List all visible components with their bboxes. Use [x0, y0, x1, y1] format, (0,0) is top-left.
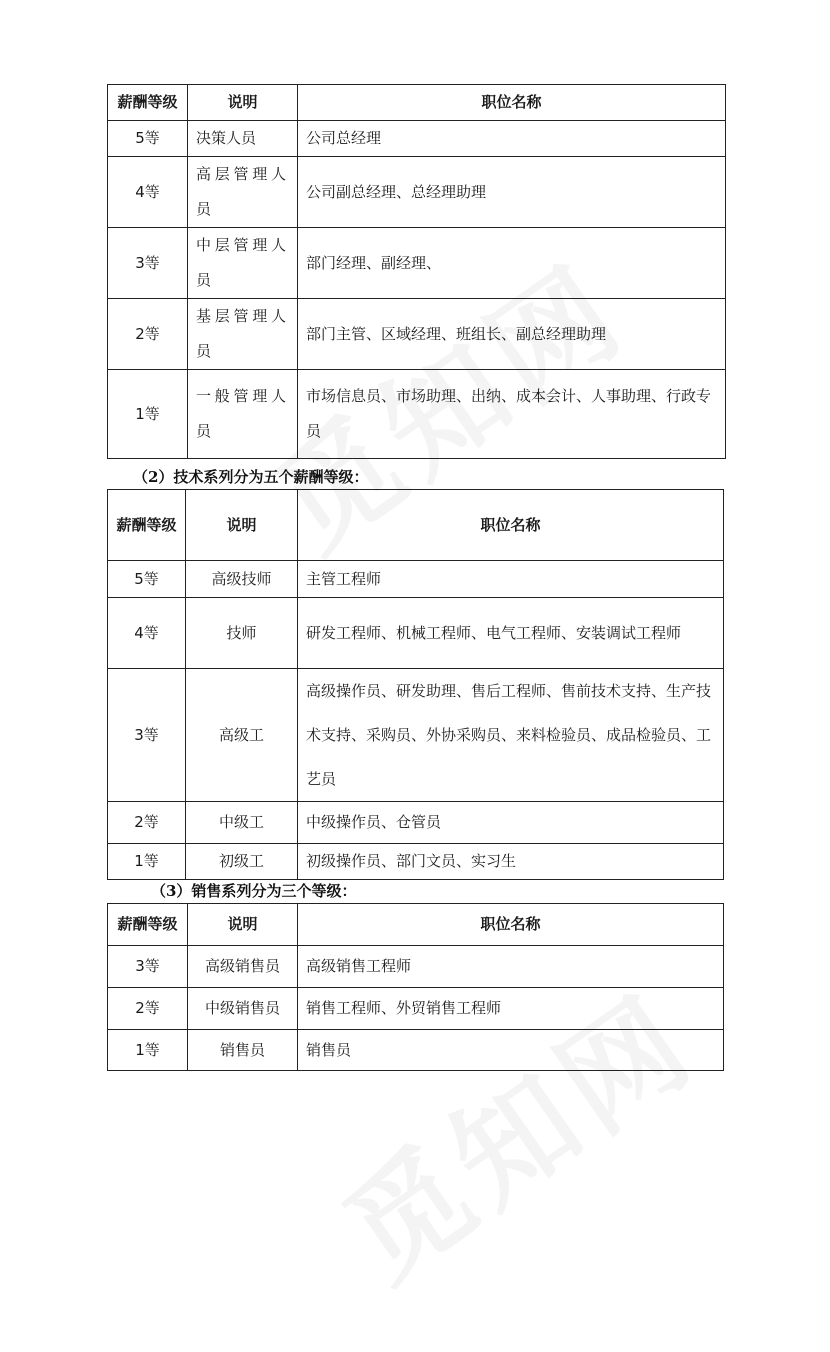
table-row — [108, 802, 724, 844]
description-cell: 中级销售员 — [188, 988, 298, 1030]
grade-cell: 1等 — [108, 370, 188, 459]
description-cell: 中级工 — [186, 802, 298, 844]
grade-cell: 2等 — [108, 988, 188, 1030]
grade-cell: 3等 — [108, 228, 188, 299]
table-row — [108, 946, 724, 988]
table-row — [108, 121, 726, 157]
header-description: 说明 — [188, 85, 298, 121]
header-grade: 薪酬等级 — [108, 490, 186, 561]
header-position: 职位名称 — [298, 85, 726, 121]
description-cell: 一般管理人员 — [188, 370, 298, 459]
section-title-sales: （3）销售系列分为三个等级： — [151, 882, 357, 900]
grade-cell: 3等 — [108, 669, 186, 802]
header-grade: 薪酬等级 — [108, 85, 188, 121]
header-description: 说明 — [186, 490, 298, 561]
position-cell: 部门经理、副经理、 — [298, 228, 726, 299]
description-cell: 基层管理人员 — [188, 299, 298, 370]
position-cell: 初级操作员、部门文员、实习生 — [298, 844, 724, 880]
grade-cell: 1等 — [108, 844, 186, 880]
position-cell: 市场信息员、市场助理、出纳、成本会计、人事助理、行政专员 — [298, 370, 726, 459]
sales-grade-table — [107, 903, 724, 1071]
position-cell: 中级操作员、仓管员 — [298, 802, 724, 844]
table-row — [108, 669, 724, 802]
management-grade-table — [107, 84, 726, 459]
header-grade: 薪酬等级 — [108, 904, 188, 946]
description-cell: 中层管理人员 — [188, 228, 298, 299]
position-cell: 销售员 — [298, 1030, 724, 1071]
description-cell: 高级技师 — [186, 561, 298, 598]
table-row — [108, 988, 724, 1030]
grade-cell: 4等 — [108, 157, 188, 228]
table-row — [108, 228, 726, 299]
position-cell: 高级操作员、研发助理、售后工程师、售前技术支持、生产技术支持、采购员、外协采购员、来料检验员、成品检验员、工艺员 — [298, 669, 724, 802]
table-header-row — [108, 904, 724, 946]
grade-cell: 2等 — [108, 802, 186, 844]
header-position: 职位名称 — [298, 490, 724, 561]
grade-cell: 2等 — [108, 299, 188, 370]
description-cell: 初级工 — [186, 844, 298, 880]
description-cell: 销售员 — [188, 1030, 298, 1071]
grade-cell: 3等 — [108, 946, 188, 988]
description-cell: 高级销售员 — [188, 946, 298, 988]
header-position: 职位名称 — [298, 904, 724, 946]
position-cell: 高级销售工程师 — [298, 946, 724, 988]
table-row — [108, 299, 726, 370]
position-cell: 公司总经理 — [298, 121, 726, 157]
position-cell: 主管工程师 — [298, 561, 724, 598]
table-header-row — [108, 490, 724, 561]
table-row — [108, 1030, 724, 1071]
position-cell: 公司副总经理、总经理助理 — [298, 157, 726, 228]
grade-cell: 4等 — [108, 598, 186, 669]
table-row — [108, 157, 726, 228]
table-row — [108, 370, 726, 459]
table-row — [108, 844, 724, 880]
table-row — [108, 598, 724, 669]
header-description: 说明 — [188, 904, 298, 946]
section-title-technical: （2）技术系列分为五个薪酬等级： — [133, 468, 369, 486]
technical-grade-table — [107, 489, 724, 880]
grade-cell: 5等 — [108, 121, 188, 157]
position-cell: 部门主管、区域经理、班组长、副总经理助理 — [298, 299, 726, 370]
grade-cell: 1等 — [108, 1030, 188, 1071]
position-cell: 研发工程师、机械工程师、电气工程师、安装调试工程师 — [298, 598, 724, 669]
table-header-row — [108, 85, 726, 121]
grade-cell: 5等 — [108, 561, 186, 598]
description-cell: 技师 — [186, 598, 298, 669]
description-cell: 高级工 — [186, 669, 298, 802]
table-row — [108, 561, 724, 598]
description-cell: 决策人员 — [188, 121, 298, 157]
position-cell: 销售工程师、外贸销售工程师 — [298, 988, 724, 1030]
description-cell: 高层管理人员 — [188, 157, 298, 228]
